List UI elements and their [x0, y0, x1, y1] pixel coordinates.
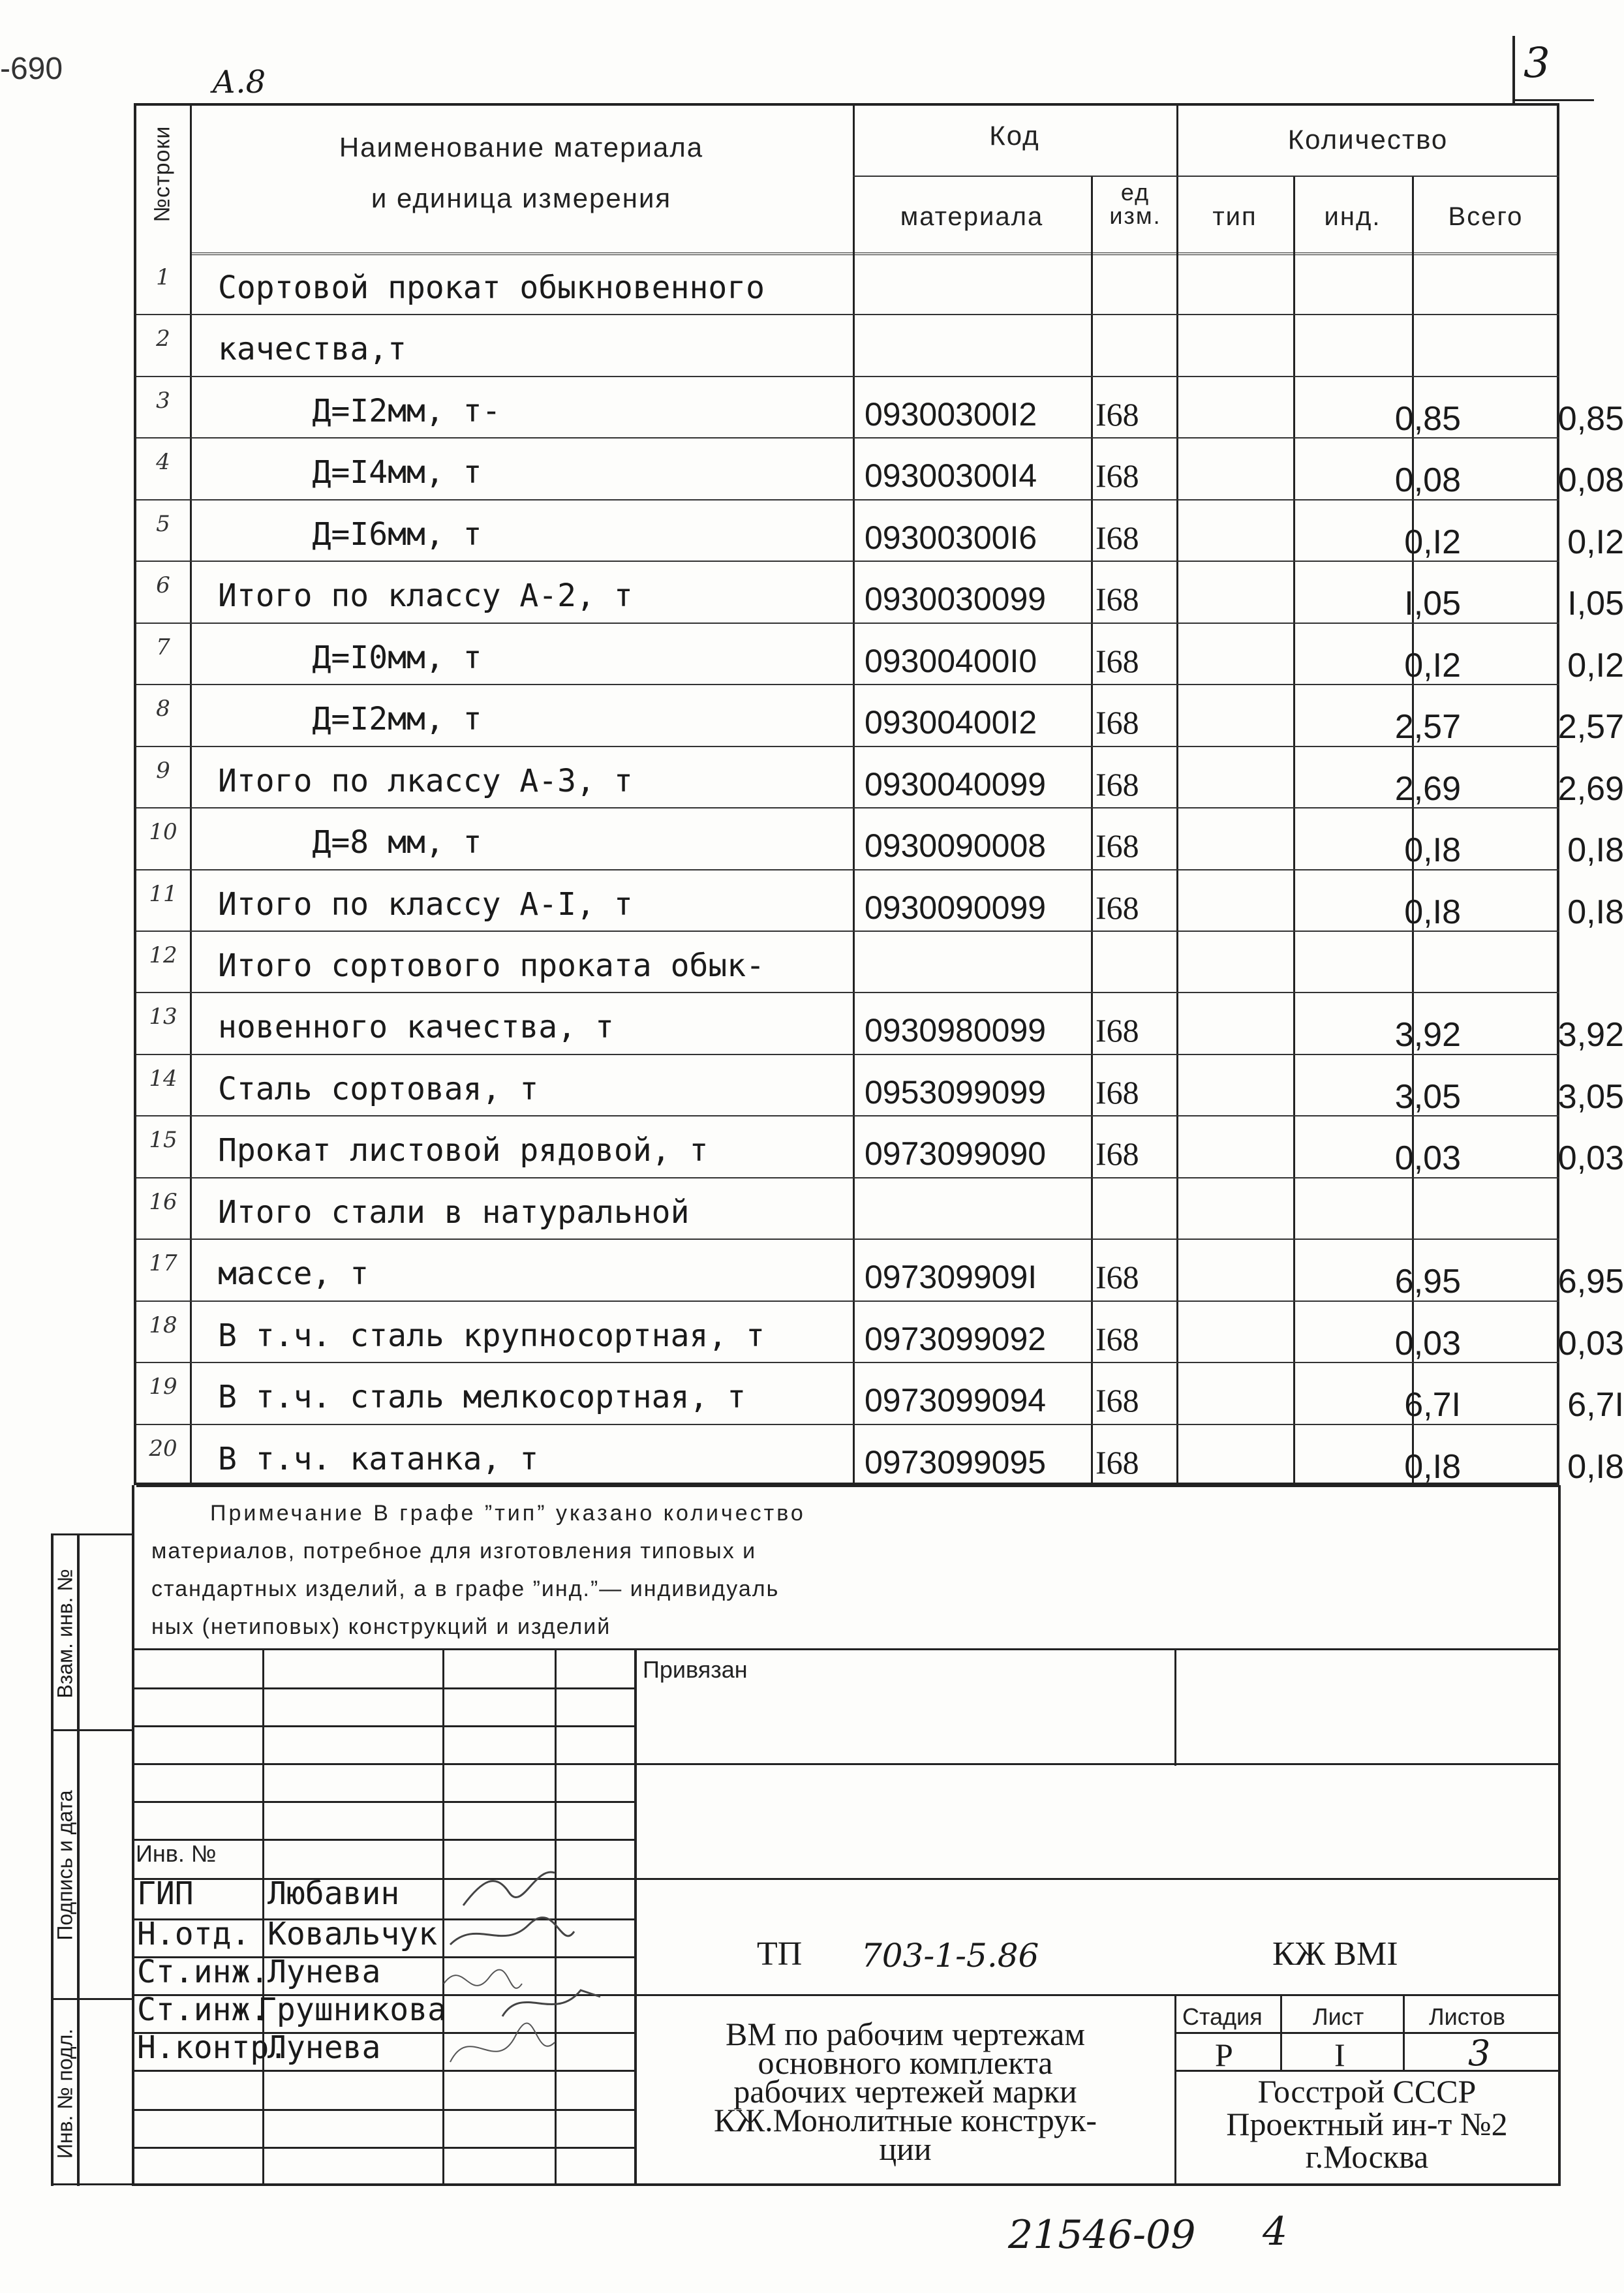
material-name: качества,т [218, 331, 406, 368]
material-name: новенного качества, т [218, 1009, 614, 1046]
quantity-ind: 6,95 [1394, 1263, 1461, 1301]
row-number: 13 [149, 1004, 177, 1030]
privyazan-label: Привязан [643, 1656, 748, 1683]
quantity-ind: 2,69 [1394, 769, 1461, 808]
row-number: 6 [156, 572, 170, 599]
unit-code: I68 [1095, 642, 1139, 679]
quantity-ind: 0,I2 [1404, 523, 1461, 561]
unit-code: I68 [1095, 581, 1139, 618]
staff-name: Лунева [268, 2029, 381, 2066]
material-name: Итого по классу А-2, т [218, 577, 633, 615]
organization-line: Проектный ин-т №2 [1226, 2106, 1508, 2142]
material-name: Итого сортового проката обык- [218, 947, 765, 984]
row-number: 7 [156, 634, 170, 660]
material-code: 0930090008 [865, 827, 1047, 865]
quantity-ind: 0,03 [1394, 1324, 1461, 1362]
quantity-ind: 6,7I [1404, 1386, 1461, 1424]
row-number: 4 [156, 449, 170, 476]
frame-line [1512, 36, 1515, 104]
staff-role: Ст.инж. [137, 1954, 269, 1990]
side-label-podpis: Подпись и дата [53, 1790, 77, 1941]
material-code: 0930090099 [865, 889, 1047, 926]
unit-code: I68 [1095, 1382, 1139, 1419]
note-line-4: ных (нетиповых) конструкций и изделий [151, 1614, 611, 1639]
material-code: 097309909I [865, 1259, 1037, 1296]
material-name: Сталь сортовая, т [218, 1070, 539, 1107]
material-code: 0973099095 [865, 1443, 1047, 1481]
description-line: ВМ по рабочим чертежам [725, 2016, 1086, 2052]
description-line: основного комплекта [758, 2044, 1053, 2081]
side-label-vzam: Взам. инв. № [53, 1569, 77, 1699]
row-number: 9 [156, 757, 170, 784]
header-code-material: материала [900, 202, 1044, 231]
quantity-ind: 0,03 [1394, 1139, 1461, 1178]
material-name: Итого по классу А-I, т [218, 885, 633, 923]
unit-code: I68 [1095, 1320, 1139, 1357]
material-name: массе, т [218, 1255, 369, 1293]
material-code: 0930030099 [865, 581, 1047, 618]
material-code: 09300400I0 [865, 642, 1037, 679]
material-name: Д=I2мм, т [218, 701, 482, 738]
row-number: 17 [149, 1250, 177, 1277]
quantity-total: 0,I8 [1567, 1447, 1624, 1486]
staff-name: Лунева [268, 1954, 381, 1990]
margin-code: -690 [0, 52, 63, 86]
unit-code: I68 [1095, 765, 1139, 803]
material-code: 09300300I2 [865, 395, 1037, 433]
row-number: 1 [156, 264, 170, 290]
staff-name: Грушникова [258, 1992, 446, 2028]
quantity-total: I,05 [1567, 585, 1624, 623]
header-name-line1: Наименование материала [339, 132, 704, 162]
material-code: 09300300I6 [865, 519, 1037, 556]
staff-role: Н.контр. [137, 2029, 288, 2066]
quantity-ind: 3,92 [1394, 1016, 1461, 1054]
unit-code: I68 [1095, 827, 1139, 865]
quantity-total: 2,69 [1557, 769, 1624, 808]
quantity-ind: I,05 [1404, 585, 1461, 623]
doc-description [636, 2016, 1174, 2167]
row-number: 3 [156, 387, 170, 414]
row-number: 10 [149, 819, 177, 846]
row-number: 5 [156, 510, 170, 537]
unit-code: I68 [1095, 395, 1139, 433]
frame-line [1512, 99, 1594, 101]
quantity-total: 0,I2 [1567, 523, 1624, 561]
unit-code: I68 [1095, 1443, 1139, 1481]
row-number: 16 [149, 1188, 177, 1215]
note-line-1: Примечание В графе ”тип” указано количество [210, 1501, 806, 1526]
material-code: 09300400I2 [865, 704, 1037, 741]
unit-code: I68 [1095, 1012, 1139, 1049]
bottom-page-number: 4 [1263, 2209, 1288, 2255]
staff-name: Любавин [268, 1875, 400, 1912]
stage-label: Стадия [1182, 2003, 1263, 2030]
quantity-total: 3,92 [1557, 1016, 1624, 1054]
quantity-total: 0,I2 [1567, 646, 1624, 685]
row-number: 18 [149, 1312, 177, 1338]
row-number: 8 [156, 696, 170, 722]
material-code: 0930980099 [865, 1012, 1047, 1049]
material-name: Д=I2мм, т- [218, 392, 501, 429]
quantity-total: 0,I8 [1567, 893, 1624, 931]
side-label-inv: Инв. № подл. [53, 2028, 77, 2159]
quantity-ind: 0,I8 [1404, 1447, 1461, 1486]
description-line: КЖ.Монолитные конструк- [713, 2102, 1097, 2138]
row-number: 19 [149, 1374, 177, 1400]
organization-line: г.Москва [1305, 2138, 1429, 2175]
header-quantity: Количество [1287, 124, 1448, 155]
material-code: 09300300I4 [865, 457, 1037, 495]
quantity-ind: 0,85 [1394, 399, 1461, 438]
header-row-number: №строки [149, 125, 175, 223]
quantity-total: 2,57 [1557, 708, 1624, 746]
quantity-total: 0,08 [1557, 461, 1624, 500]
doc-mark: КЖ ВМI [1272, 1935, 1398, 1973]
row-number: 11 [149, 880, 177, 907]
note-line-3: стандартных изделий, а в графе ”инд.”— индивидуаль [151, 1577, 780, 1601]
quantity-total: 3,05 [1557, 1077, 1624, 1116]
header-ind: инд. [1324, 202, 1381, 231]
row-number: 2 [156, 326, 170, 352]
material-name: Сортовой прокат обыкновенного [218, 269, 765, 306]
quantity-total: 0,03 [1557, 1139, 1624, 1178]
quantity-total: 0,03 [1557, 1324, 1624, 1362]
quantity-total: 6,7I [1567, 1386, 1624, 1424]
material-name: Итого по лкассу А-3, т [218, 762, 633, 799]
unit-code: I68 [1095, 1259, 1139, 1296]
material-name: Д=I0мм, т [218, 639, 482, 676]
staff-role: Н.отд. [137, 1916, 251, 1952]
row-number: 20 [149, 1435, 177, 1462]
quantity-total: 6,95 [1557, 1263, 1624, 1301]
quantity-ind: 0,I8 [1404, 831, 1461, 870]
staff-role: ГИП [137, 1875, 194, 1912]
row-number: 12 [149, 942, 177, 968]
material-code: 0930040099 [865, 765, 1047, 803]
unit-code: I68 [1095, 704, 1139, 741]
material-name: Прокат листовой рядовой, т [218, 1132, 709, 1169]
quantity-total: 0,I8 [1567, 831, 1624, 870]
staff-name: Ковальчук [268, 1916, 438, 1952]
quantity-ind: 0,I8 [1404, 893, 1461, 931]
header-type: тип [1212, 202, 1257, 231]
row-number: 14 [149, 1065, 177, 1092]
header-name-line2: и единица измерения [371, 183, 672, 213]
frame-line [77, 1533, 80, 2186]
materials-table [134, 103, 1624, 1486]
material-name: Д=I4мм, т [218, 454, 482, 491]
quantity-ind: 0,08 [1394, 461, 1461, 500]
quantity-ind: 2,57 [1394, 708, 1461, 746]
sheet-value: I [1334, 2037, 1345, 2073]
material-code: 0953099099 [865, 1073, 1047, 1111]
signatures [424, 1853, 620, 2127]
sheets-value: 3 [1468, 2033, 1491, 2074]
doc-number: 703-1-5.86 [861, 1937, 1039, 1975]
bottom-archive-code: 21546-09 [1008, 2212, 1196, 2258]
stage-value: Р [1215, 2037, 1233, 2073]
quantity-ind: 0,I2 [1404, 646, 1461, 685]
unit-code: I68 [1095, 1073, 1139, 1111]
header-code-unit: ед изм. [1109, 179, 1161, 229]
unit-code: I68 [1095, 889, 1139, 926]
sheet-corner-number: 3 [1524, 39, 1550, 87]
quantity-ind: 3,05 [1394, 1077, 1461, 1116]
row-number: 15 [149, 1127, 177, 1154]
material-name: В т.ч. сталь крупносортная, т [218, 1317, 765, 1354]
description-line: ции [879, 2131, 932, 2167]
inv-no-label: Инв. № [136, 1840, 217, 1867]
material-code: 0973099094 [865, 1382, 1047, 1419]
material-code: 0973099092 [865, 1320, 1047, 1357]
description-line: рабочих чертежей марки [733, 2073, 1077, 2110]
material-name: Д=8 мм, т [218, 824, 482, 861]
material-name: В т.ч. катанка, т [218, 1440, 539, 1477]
header-total: Всего [1448, 202, 1524, 231]
unit-code: I68 [1095, 457, 1139, 495]
doc-prefix: ТП [757, 1935, 803, 1973]
material-code: 0973099090 [865, 1135, 1047, 1173]
header-code: Код [989, 120, 1040, 151]
unit-code: I68 [1095, 1135, 1139, 1173]
sheet-label: Лист [1313, 2003, 1364, 2030]
unit-code: I68 [1095, 519, 1139, 556]
organization [1178, 2075, 1556, 2173]
top-mark: А.8 [212, 64, 266, 100]
frame-line [132, 1485, 134, 2185]
sheets-label: Листов [1429, 2003, 1505, 2030]
material-name: Итого стали в натуральной [218, 1193, 690, 1231]
material-name: В т.ч. сталь мелкосортная, т [218, 1379, 746, 1416]
note-line-2: материалов, потребное для изготовления типовых и [151, 1539, 757, 1563]
material-name: Д=I6мм, т [218, 516, 482, 553]
quantity-total: 0,85 [1557, 399, 1624, 438]
staff-role: Ст.инж. [137, 1992, 269, 2028]
organization-line: Госстрой СССР [1257, 2073, 1477, 2110]
